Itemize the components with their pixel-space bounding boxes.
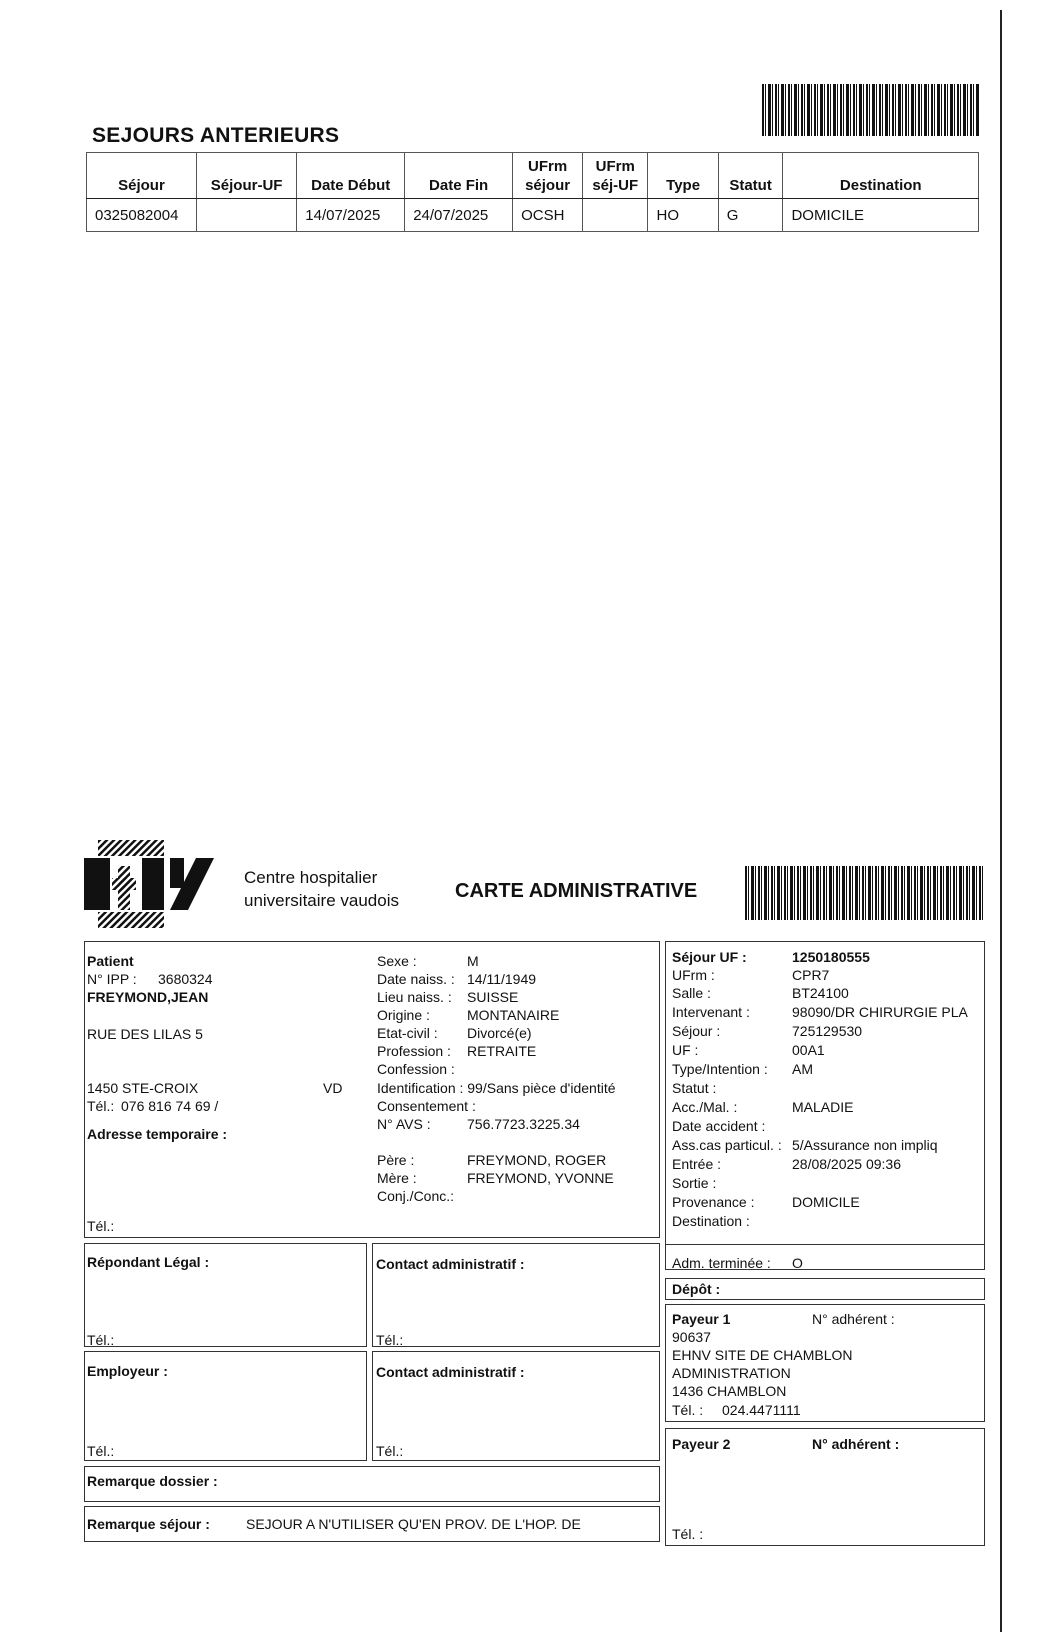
table-row bbox=[87, 199, 979, 232]
depot-label: Dépôt : bbox=[672, 1281, 721, 1297]
identity-field-value: Divorcé(e) bbox=[467, 1025, 532, 1041]
sejour-field-label: Intervenant : bbox=[672, 1004, 750, 1020]
payeur1-label: Payeur 1 bbox=[672, 1311, 731, 1327]
sejour-field-label: UF : bbox=[672, 1042, 699, 1058]
table-cell: OCSH bbox=[513, 199, 583, 232]
sejour-field-label: Provenance : bbox=[672, 1194, 755, 1210]
identity-field-label: Etat-civil : bbox=[377, 1025, 438, 1041]
sejour-field-value: AM bbox=[792, 1061, 813, 1077]
table-cell: 24/07/2025 bbox=[405, 199, 513, 232]
table-cell bbox=[196, 199, 296, 232]
adm-value: O bbox=[792, 1255, 803, 1271]
sejours-col-header: Date Fin bbox=[405, 153, 513, 199]
sejour-field-label: Date accident : bbox=[672, 1118, 766, 1134]
contact-admin-label: Contact administratif : bbox=[376, 1256, 525, 1272]
sejour-field-label: Type/Intention : bbox=[672, 1061, 768, 1077]
document-title: CARTE ADMINISTRATIVE bbox=[455, 880, 698, 902]
ipp-label: N° IPP : bbox=[87, 971, 137, 987]
sejour-field-label: Entrée : bbox=[672, 1156, 722, 1172]
table-cell: G bbox=[718, 199, 783, 232]
table-cell bbox=[583, 199, 648, 232]
payeur1-tel-label: Tél. : bbox=[672, 1402, 704, 1418]
identity-field-value: M bbox=[467, 953, 479, 969]
repondant-label: Répondant Légal : bbox=[87, 1254, 210, 1270]
conj-label: Conj./Conc.: bbox=[377, 1188, 455, 1204]
sejours-col-header: Type bbox=[648, 153, 718, 199]
sejours-title: SEJOURS ANTERIEURS bbox=[92, 124, 340, 147]
payeur1-tel-value: 024.4471111 bbox=[722, 1402, 801, 1418]
chuv-logo bbox=[84, 840, 244, 928]
contact-admin2-tel-label: Tél.: bbox=[376, 1443, 404, 1459]
remarque-dossier-label: Remarque dossier : bbox=[87, 1473, 218, 1489]
sejour-field-value: CPR7 bbox=[792, 967, 830, 983]
adm-label: Adm. terminée : bbox=[672, 1255, 771, 1271]
sejour-field-value: 00A1 bbox=[792, 1042, 825, 1058]
sejour-field-value: 28/08/2025 09:36 bbox=[792, 1156, 901, 1172]
org-name bbox=[244, 866, 399, 912]
sejours-col-header: Destination bbox=[783, 153, 979, 199]
table-cell: 14/07/2025 bbox=[297, 199, 405, 232]
sejour-field-label: Acc./Mal. : bbox=[672, 1099, 738, 1115]
barcode-main bbox=[745, 866, 983, 920]
page-edge-line bbox=[1000, 10, 1002, 1632]
sejours-col-header: Date Début bbox=[297, 153, 405, 199]
table-cell: DOMICILE bbox=[783, 199, 979, 232]
remarque-sejour-value: SEJOUR A N'UTILISER QU'EN PROV. DE L'HOP. DE bbox=[246, 1516, 581, 1532]
sejours-col-header: UFrm séj-UF bbox=[583, 153, 648, 199]
sejours-col-header: Séjour bbox=[87, 153, 197, 199]
avs-value: 756.7723.3225.34 bbox=[467, 1116, 580, 1132]
sejours-col-header: UFrm séjour bbox=[513, 153, 583, 199]
sejour-field-label: Séjour : bbox=[672, 1023, 721, 1039]
sejour-field-value: BT24100 bbox=[792, 985, 849, 1001]
employeur-label: Employeur : bbox=[87, 1363, 168, 1379]
payeur2-label: Payeur 2 bbox=[672, 1436, 731, 1452]
sejours-col-header: Séjour-UF bbox=[196, 153, 296, 199]
patient-name: FREYMOND,JEAN bbox=[87, 989, 209, 1005]
identity-field-label: Sexe : bbox=[377, 953, 417, 969]
sejour-field-label: Ass.cas particul. : bbox=[672, 1137, 782, 1153]
payeur2-adherent-label: N° adhérent : bbox=[812, 1436, 900, 1452]
contact-admin-tel-label: Tél.: bbox=[376, 1332, 404, 1348]
sejour-field-value: 98090/DR CHIRURGIE PLA bbox=[792, 1004, 968, 1020]
table-cell: 0325082004 bbox=[87, 199, 197, 232]
ipp-value: 3680324 bbox=[158, 971, 213, 987]
identification: Identification : 99/Sans pièce d'identité bbox=[377, 1080, 616, 1096]
sejour-field-label: Séjour UF : bbox=[672, 949, 747, 965]
sejour-field-value: 725129530 bbox=[792, 1023, 863, 1039]
payeur1-adherent-label: N° adhérent : bbox=[812, 1311, 895, 1327]
payeur1-line: 1436 CHAMBLON bbox=[672, 1383, 787, 1399]
patient-tel-value: 076 816 74 69 / bbox=[121, 1098, 219, 1114]
barcode-top bbox=[762, 84, 980, 136]
patient-canton: VD bbox=[323, 1080, 343, 1096]
identity-field-value: 14/11/1949 bbox=[467, 971, 537, 987]
org-name-line1: Centre hospitalier bbox=[244, 868, 378, 887]
sejour-field-label: Statut : bbox=[672, 1080, 717, 1096]
sejour-field-label: Destination : bbox=[672, 1213, 750, 1229]
pere-value: FREYMOND, ROGER bbox=[467, 1152, 607, 1168]
payeur2-tel-label: Tél. : bbox=[672, 1526, 704, 1542]
identity-field-label: Origine : bbox=[377, 1007, 430, 1023]
identity-field-value: MONTANAIRE bbox=[467, 1007, 560, 1023]
identity-field-label: Lieu naiss. : bbox=[377, 989, 452, 1005]
avs-label: N° AVS : bbox=[377, 1116, 431, 1132]
payeur1-line: EHNV SITE DE CHAMBLON bbox=[672, 1347, 853, 1363]
patient-street: RUE DES LILAS 5 bbox=[87, 1026, 203, 1042]
payeur1-line: ADMINISTRATION bbox=[672, 1365, 791, 1381]
sejour-info-divider bbox=[665, 1244, 985, 1245]
mere-value: FREYMOND, YVONNE bbox=[467, 1170, 614, 1186]
sejour-field-label: UFrm : bbox=[672, 967, 715, 983]
repondant-tel-label: Tél.: bbox=[87, 1332, 115, 1348]
consentement-label: Consentement : bbox=[377, 1098, 476, 1114]
mere-label: Mère : bbox=[377, 1170, 417, 1186]
sejour-field-label: Salle : bbox=[672, 985, 711, 1001]
sejour-field-value: DOMICILE bbox=[792, 1194, 860, 1210]
employeur-tel-label: Tél.: bbox=[87, 1443, 115, 1459]
remarque-sejour-label: Remarque séjour : bbox=[87, 1516, 210, 1532]
patient-city: 1450 STE-CROIX bbox=[87, 1080, 199, 1096]
sejour-field-value: 5/Assurance non impliq bbox=[792, 1137, 938, 1153]
temp-address-label: Adresse temporaire : bbox=[87, 1126, 228, 1142]
patient-tel2-label: Tél.: bbox=[87, 1218, 115, 1234]
org-name-line2: universitaire vaudois bbox=[244, 891, 399, 910]
identity-field-label: Profession : bbox=[377, 1043, 451, 1059]
patient-tel-label: Tél.: bbox=[87, 1098, 115, 1114]
payeur1-line: 90637 bbox=[672, 1329, 711, 1345]
pere-label: Père : bbox=[377, 1152, 415, 1168]
sejour-field-value: 1250180555 bbox=[792, 949, 870, 965]
identity-field-label: Confession : bbox=[377, 1061, 455, 1077]
patient-label: Patient bbox=[87, 953, 134, 969]
sejour-field-label: Sortie : bbox=[672, 1175, 717, 1191]
identity-field-label: Date naiss. : bbox=[377, 971, 455, 987]
sejours-col-header: Statut bbox=[718, 153, 783, 199]
sejour-field-value: MALADIE bbox=[792, 1099, 854, 1115]
identity-field-value: SUISSE bbox=[467, 989, 519, 1005]
sejours-table bbox=[86, 152, 979, 232]
contact-admin2-label: Contact administratif : bbox=[376, 1364, 525, 1380]
table-cell: HO bbox=[648, 199, 718, 232]
identity-field-value: RETRAITE bbox=[467, 1043, 537, 1059]
